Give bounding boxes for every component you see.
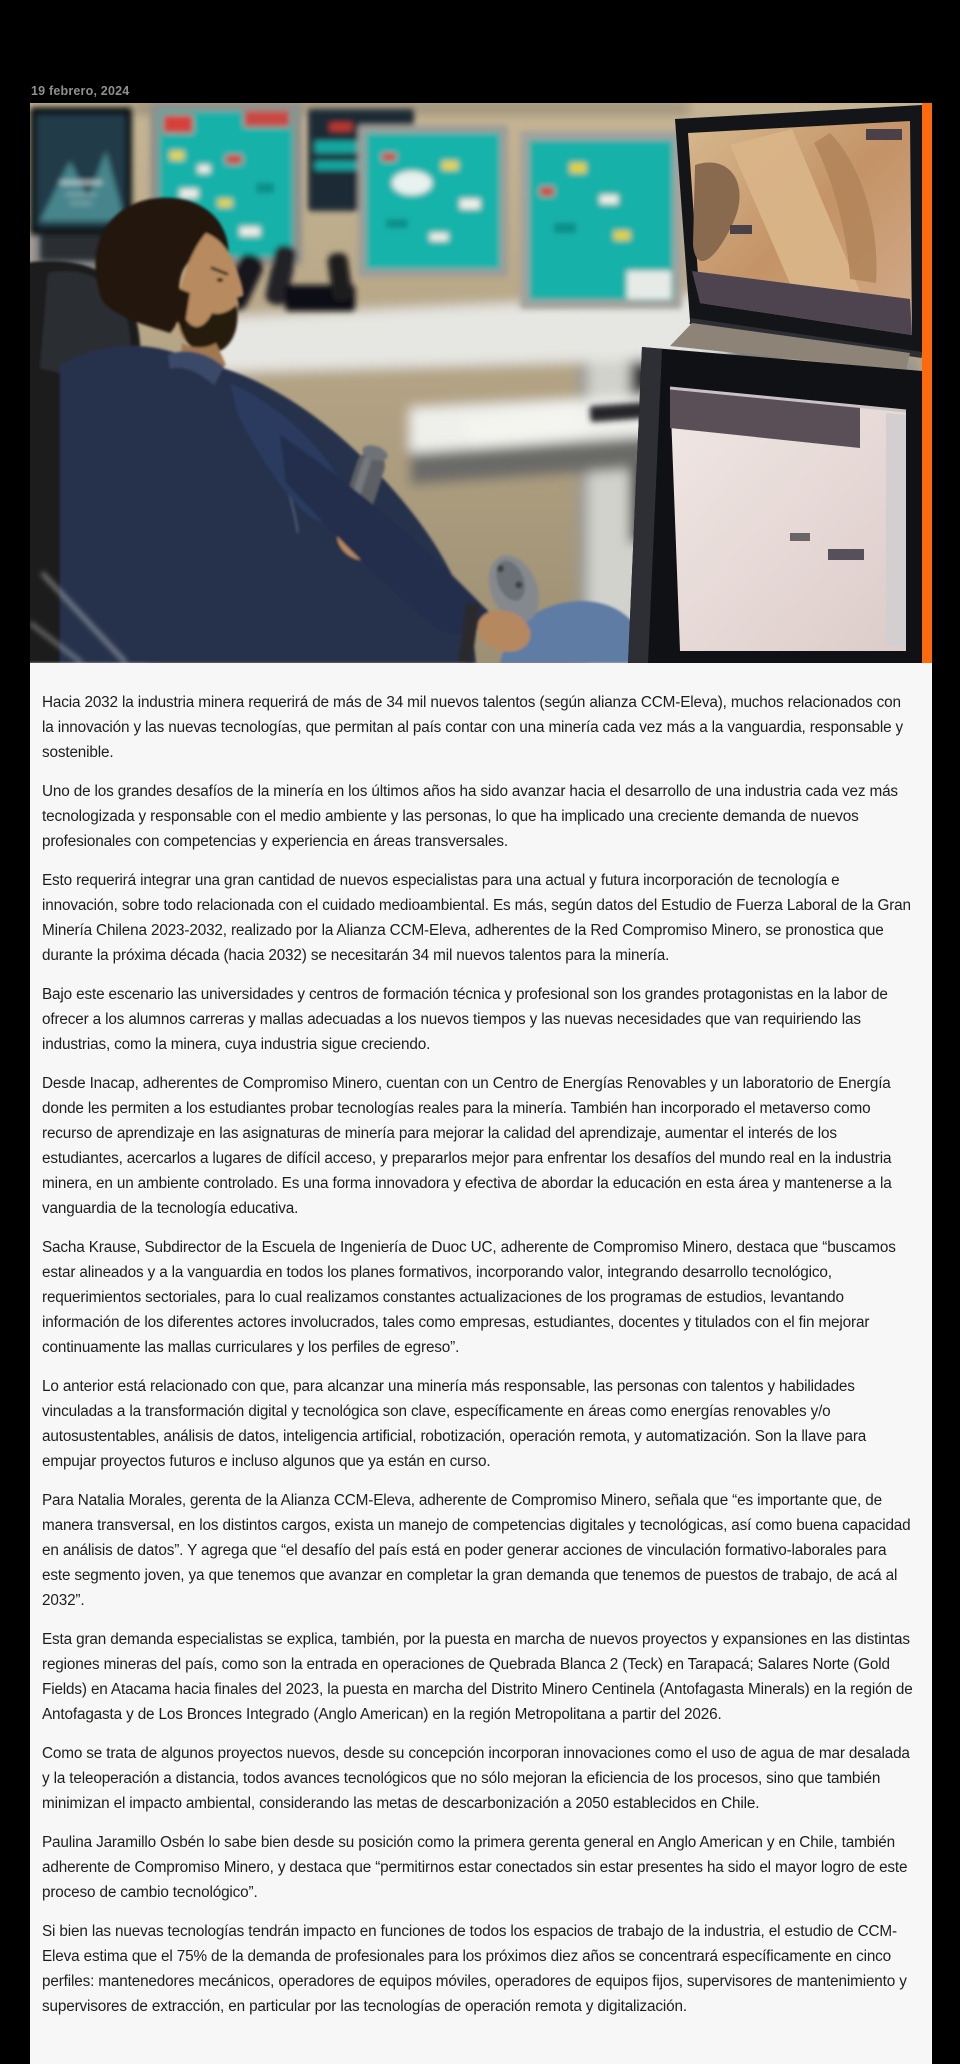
article-paragraph: Esta gran demanda especialistas se explica, también, por la puesta en marcha de nuevos proyectos y expansiones en las distintas regiones mineras del país, como son la entrada en operaciones de Quebrada Blanca 2 (Teck) en Tarapacá; Salares Norte (Gold Fields) en Atacama hacia finales del 2023, la puesta en marcha del Distrito Minero Centinela (Antofagasta Minerals) en la región de Antofagasta y de Los Bronces Integrado (Anglo American) en la región Metropolitana a partir del 2026. (42, 1631, 913, 1723)
hero-image (30, 103, 932, 668)
article-body (30, 663, 932, 2064)
article-paragraph: Paulina Jaramillo Osbén lo sabe bien desde su posición como la primera gerenta general en Anglo American y en Chile, también adherente de Compromiso Minero, y destaca que “permitirnos estar conectados sin estar presentes ha sido el mayor logro de este proceso de cambio tecnológico”. (42, 1834, 908, 1901)
control-room-photo (30, 103, 922, 663)
article-paragraph: Bajo este escenario las universidades y centros de formación técnica y profesional son los grandes protagonistas en la labor de ofrecer a los alumnos carreras y mallas adecuadas a los nuevos tiempos y las nuevas necesidades que van requiriendo las industrias, como la minera, cuya industria sigue creciendo. (42, 986, 888, 1053)
article-paragraph: Para Natalia Morales, gerenta de la Alianza CCM-Eleva, adherente de Compromiso Minero, señala que “es importante que, de manera transversal, en los distintos cargos, exista un manejo de competencias digitales y tecnológicas, así como buena capacidad en análisis de datos”. Y agrega que “el desafío del país está en poder generar acciones de vinculación formativo-laborales para este segmento joven, ya que tenemos que avanzar en completar la gran demanda que tenemos de puestos de trabajo, de acá al 2032”. (42, 1492, 911, 1609)
article-paragraph: Lo anterior está relacionado con que, para alcanzar una minería más responsable, las personas con talentos y habilidades vinculadas a la transformación digital y tecnológica son clave, específicamente en áreas como energías renovables y/o autosustentables, análisis de datos, inteligencia artificial, robotización, operación remota, y automatización. Son la llave para empujar proyectos futuros e incluso algunos que ya están en curso. (42, 1378, 867, 1470)
control-room-photo-svg (30, 103, 922, 663)
article-paragraph: Hacia 2032 la industria minera requerirá de más de 34 mil nuevos talentos (según alianza CCM-Eleva), muchos relacionados con la innovación y las nuevas tecnologías, que permitan al país contar con una minería cada vez más a la vanguardia, responsable y sostenible. (42, 694, 904, 761)
article-paragraph: Si bien las nuevas tecnologías tendrán impacto en funciones de todos los espacios de trabajo de la industria, el estudio de CCM-Eleva estima que el 75% de la demanda de profesionales para los próximos diez años se concentrará específicamente en cinco perfiles: mantenedores mecánicos, operadores de equipos móviles, operadores de equipos fijos, supervisores de mantenimiento y supervisores de extracción, en particular por las tecnologías de operación remota y digitalización. (42, 1923, 907, 2015)
article-paragraph: Uno de los grandes desafíos de la minería en los últimos años ha sido avanzar hacia el desarrollo de una industria cada vez más tecnologizada y responsable con el medio ambiente y las personas, lo que ha implicado una creciente demanda de nuevos profesionales con competencias y experiencia en áreas transversales. (42, 783, 898, 850)
article-paragraph: Sacha Krause, Subdirector de la Escuela de Ingeniería de Duoc UC, adherente de Compromiso Minero, destaca que “buscamos estar alineados y a la vanguardia en todos los planes formativos, incorporando valor, integrando desarrollo tecnológico, requerimientos sectoriales, para lo cual realizamos constantes actualizaciones de los programas de estudios, levantando información de los diferentes actores involucrados, tales como empresas, estudiantes, docentes y titulados con el fin mejorar continuamente las mallas curriculares y los perfiles de egreso”. (42, 1239, 896, 1356)
orange-accent-bar (922, 103, 932, 668)
article-paragraph: Como se trata de algunos proyectos nuevos, desde su concepción incorporan innovaciones como el uso de agua de mar desalada y la teleoperación a distancia, todos avances tecnológicos que no sólo mejoran la eficiencia de los procesos, sino que también minimizan el impacto ambiental, considerando las metas de descarbonización a 2050 establecidos en Chile. (42, 1745, 910, 1812)
article-paragraph: Esto requerirá integrar una gran cantidad de nuevos especialistas para una actual y futura incorporación de tecnología e innovación, sobre todo relacionada con el cuidado medioambiental. Es más, según datos del Estudio de Fuerza Laboral de la Gran Minería Chilena 2023-2032, realizado por la Alianza CCM-Eleva, adherentes de la Red Compromiso Minero, se pronostica que durante la próxima década (hacia 2032) se necesitarán 34 mil nuevos talentos para la minería. (42, 872, 911, 964)
article-date: 19 febrero, 2024 (31, 84, 130, 98)
article-paragraph: Desde Inacap, adherentes de Compromiso Minero, cuentan con un Centro de Energías Renovables y un laboratorio de Energía donde les permiten a los estudiantes probar tecnologías reales para la minería. También han incorporado el metaverso como recurso de aprendizaje en las asignaturas de minería para mejorar la calidad del aprendizaje, aumentar el interés de los estudiantes, acercarlos a lugares de difícil acceso, y prepararlos mejor para enfrentar los desafíos del mundo real en la industria minera, en un ambiente controlado. Es una forma innovadora y efectiva de abordar la educación en esta área y mantenerse a la vanguardia de la tecnología educativa. (42, 1075, 892, 1217)
